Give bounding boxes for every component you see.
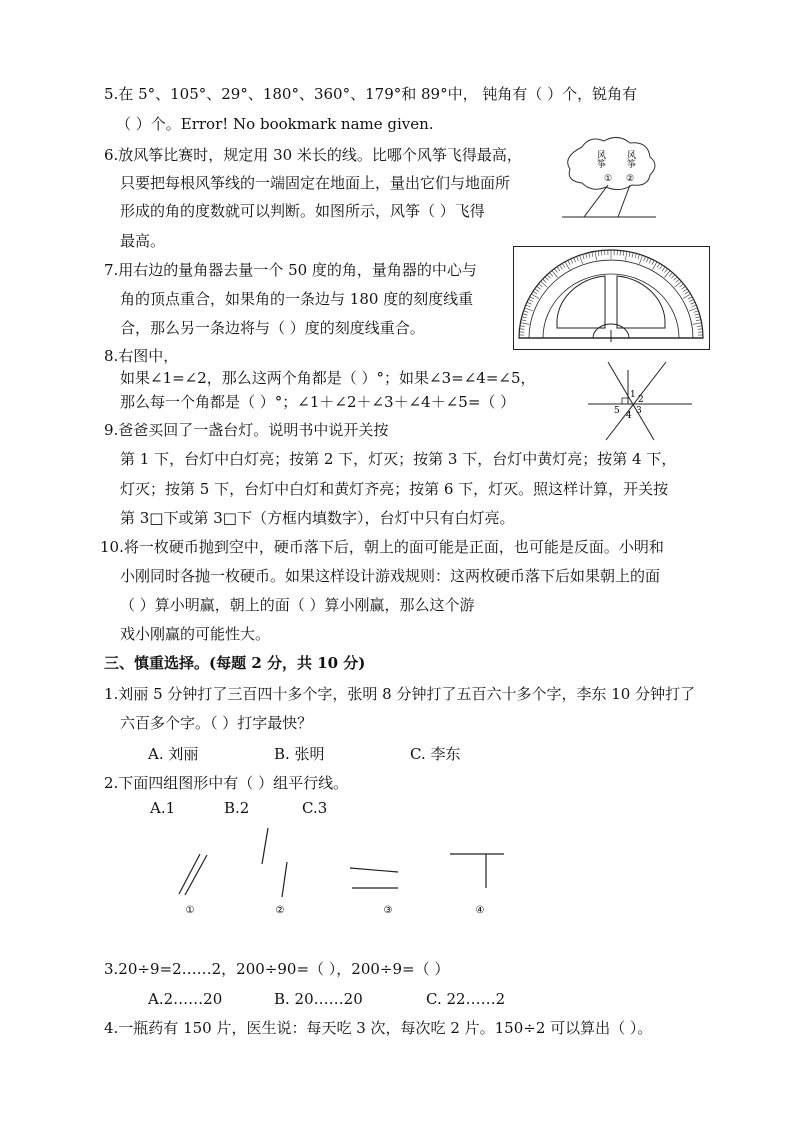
angles-figure (586, 360, 696, 442)
protractor-tick (520, 329, 525, 330)
protractor-window-left (557, 276, 605, 328)
protractor-tick (695, 314, 700, 315)
protractor-tick (580, 255, 583, 263)
protractor-tick (685, 291, 689, 294)
protractor-tick (625, 251, 627, 260)
q6-line3: 形成的角的度数就可以判断。如图所示，风筝（ ）飞得 (120, 202, 485, 220)
figure-label-4: ④ (475, 905, 485, 916)
protractor-figure (513, 246, 710, 350)
figure-label-3: ③ (383, 905, 393, 916)
angle-label-2: 2 (638, 395, 644, 405)
protractor-tick (583, 254, 585, 259)
protractor-tick (696, 320, 701, 321)
protractor-tick (598, 251, 599, 256)
q5-line1: 5.在 5°、105°、29°、180°、360°、179°和 89°中， 钝角有（ ）个，锐角有 (104, 85, 638, 103)
protractor-tick (547, 275, 551, 279)
protractor-tick (623, 251, 624, 256)
protractor-tick (671, 275, 675, 279)
c1-option-a: A. 刘丽 (148, 745, 199, 763)
q7-line1: 7.用右边的量角器去量一个 50 度的角，量角器的中心与 (104, 261, 477, 279)
protractor-tick (680, 284, 684, 287)
kite-figure (560, 135, 660, 225)
protractor-tick (657, 263, 660, 267)
protractor-tick (638, 254, 640, 259)
protractor-tick (646, 258, 648, 263)
q5-line2: （ ）个。Error! No bookmark name given. (116, 115, 434, 133)
protractor-tick (523, 314, 528, 315)
protractor-tick (574, 258, 576, 263)
protractor-tick (526, 305, 531, 307)
angle-label-5: 5 (614, 406, 620, 416)
c4-line1: 4.一瓶药有 150 片，医生说：每天吃 3 次，每次吃 2 片。150÷2 可以算出（ ）。 (104, 1019, 653, 1037)
q9-line3: 灯灭；按第 5 下，台灯中白灯和黄灯齐亮；按第 6 下，灯灭。照这样计算，开关按 (120, 480, 669, 498)
c2-option-c: C.3 (302, 799, 328, 817)
protractor-tick (568, 260, 570, 264)
protractor-tick (665, 269, 668, 273)
protractor-tick (562, 263, 565, 267)
protractor-tick (644, 256, 646, 261)
c1-option-c: C. 李东 (410, 745, 461, 763)
kite1-string (584, 185, 608, 217)
protractor-tick (660, 265, 663, 269)
protractor-tick (525, 308, 534, 311)
c3-line1: 3.20÷9=2……2，200÷90=（ ），200÷9=（ ） (104, 960, 450, 978)
protractor-tick (577, 256, 579, 261)
protractor-tick (571, 259, 573, 264)
protractor-tick (554, 269, 557, 273)
c1-line2: 六百多个字。（ ）打字最快？ (120, 714, 313, 732)
protractor-tick (520, 326, 525, 327)
angle-label-1: 1 (630, 390, 636, 400)
parallel-lines-figures (170, 820, 510, 920)
q7-line3: 合，那么另一条边将与（ ）度的刻度线重合。 (120, 319, 425, 337)
protractor-tick (592, 252, 593, 257)
protractor-tick (662, 267, 665, 271)
kite2-label: 风筝 (625, 150, 635, 168)
kite1-label: 风筝 (595, 150, 605, 168)
protractor-tick (521, 320, 526, 321)
q8-line1: 8.右图中， (104, 347, 179, 365)
c3-option-a: A.2……20 (148, 990, 223, 1008)
protractor-tick (653, 262, 658, 270)
protractor-tick (560, 265, 563, 269)
q6-line1: 6.放风筝比赛时，规定用 30 米长的线。比哪个风筝飞得最高， (104, 146, 522, 164)
protractor-tick (557, 267, 560, 271)
angle-label-3: 3 (636, 406, 642, 416)
q6-line4: 最高。 (120, 232, 166, 250)
protractor-tick (691, 302, 696, 304)
c3-option-c: C. 22……2 (426, 990, 506, 1008)
section3-title: 三、慎重选择。(每题 2 分，共 10 分) (104, 654, 366, 672)
protractor-tick (537, 286, 541, 289)
protractor-tick (549, 273, 552, 277)
protractor-tick (652, 260, 654, 264)
right-angle-mark (622, 398, 628, 404)
protractor-tick (698, 329, 703, 330)
protractor-tick (586, 253, 587, 258)
protractor-tick (632, 253, 633, 258)
protractor-tick (539, 284, 543, 287)
c2-option-a: A.1 (150, 799, 176, 817)
protractor-tick (528, 299, 533, 301)
protractor-tick (688, 297, 692, 299)
protractor-tick (545, 277, 549, 280)
protractor-tick (649, 259, 651, 264)
q9-line2: 第 1 下，台灯中白灯亮；按第 2 下，灯灭；按第 3 下，台灯中黄灯亮；按第 4 下， (120, 450, 677, 468)
protractor-tick (639, 255, 642, 263)
q7-line2: 角的顶点重合，如果角的一条边与 180 度的刻度线重 (120, 290, 474, 308)
protractor-tick (689, 299, 694, 301)
protractor-tick (669, 273, 672, 277)
protractor-tick (520, 323, 529, 325)
protractor-tick (620, 251, 621, 256)
q6-line2: 只要把每根风筝线的一端固定在地面上，量出它们与地面所 (120, 174, 511, 192)
q10-line4: 戏小刚赢的可能性大。 (120, 625, 271, 643)
kite2-number: ② (625, 174, 635, 184)
c1-option-b: B. 张明 (274, 745, 325, 763)
protractor-tick (693, 323, 702, 325)
q8-line2: 如果∠1=∠2，那么这两个角都是（ ）°；如果∠3=∠4=∠5， (120, 369, 536, 387)
protractor-ticks (519, 250, 703, 338)
protractor-tick (589, 253, 590, 258)
protractor-tick (676, 279, 680, 282)
protractor-tick (692, 305, 697, 307)
q9-line4: 第 3□下或第 3□下（方框内填数字），台灯中只有白灯亮。 (120, 509, 515, 527)
protractor-tick (543, 279, 547, 282)
protractor-tick (535, 289, 539, 292)
figure-label-2: ② (275, 905, 285, 916)
protractor-tick (683, 289, 687, 292)
c2-line1: 2.下面四组图形中有（ ）组平行线。 (104, 774, 349, 792)
q9-line1: 9.爸爸买回了一盏台灯。说明书中说开关按 (104, 421, 389, 439)
c1-line1: 1.刘丽 5 分钟打了三百四十多个字，张明 8 分钟打了五百六十多个字，李东 10 分钟打了 (104, 685, 696, 703)
protractor-tick (697, 326, 702, 327)
protractor-tick (527, 302, 532, 304)
q10-line1: 10.将一枚硬币抛到空中，硬币落下后，朝上的面可能是正面，也可能是反面。小明和 (100, 538, 664, 556)
q10-line3: （ ）算小明赢，朝上的面（ ）算小刚赢，那么这个游 (120, 596, 475, 614)
q10-line2: 小刚同时各抛一枚硬币。如果这样设计游戏规则：这两枚硬币落下后如果朝上的面 (120, 567, 661, 585)
angle-label-4: 4 (626, 411, 632, 421)
protractor-tick (629, 252, 630, 257)
protractor-tick (635, 253, 636, 258)
c2-option-b: B.2 (224, 799, 250, 817)
protractor-window-right (617, 276, 665, 328)
protractor-tick (681, 286, 685, 289)
q8-line3: 那么每一个角都是（ ）°；∠1＋∠2＋∠3＋∠4＋∠5=（ ） (120, 393, 516, 411)
figure-label-1: ① (185, 905, 195, 916)
kite1-number: ① (603, 174, 613, 184)
protractor-tick (524, 311, 529, 313)
protractor-tick (674, 277, 678, 280)
protractor-tick (530, 297, 534, 299)
protractor-tick (595, 251, 597, 260)
protractor-tick (694, 311, 699, 313)
protractor-tick (601, 251, 602, 256)
protractor-tick (533, 291, 537, 294)
protractor-tick (565, 262, 570, 270)
protractor-tick (695, 317, 700, 318)
protractor-tick (689, 308, 698, 311)
c3-option-b: B. 20……20 (274, 990, 363, 1008)
protractor-tick (522, 317, 527, 318)
